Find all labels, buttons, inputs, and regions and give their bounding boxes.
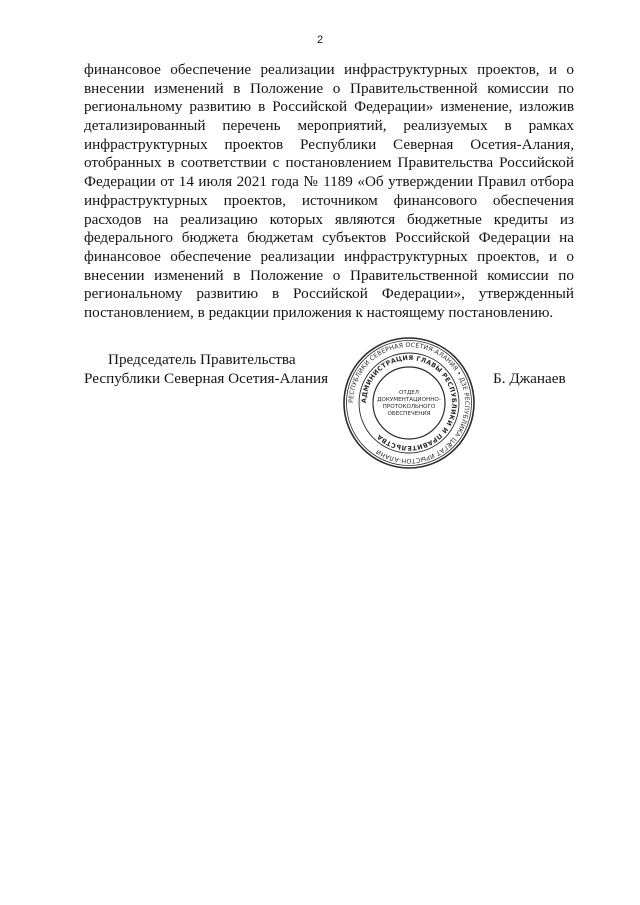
body-line: детализированный перечень мероприятий, реализуемых в рамках (84, 117, 574, 135)
body-line: внесении изменений в Положение о Правительственной комиссии по (84, 79, 574, 97)
body-line: инфраструктурных проектов Республики Северная Осетия-Алания, (84, 135, 574, 153)
signatory-title-line: Республики Северная Осетия-Алания (84, 370, 329, 387)
body-line: расходов на реализацию которых являются бюджетные кредиты из (84, 210, 574, 228)
seal-center-line: ОТДЕЛ (399, 390, 419, 396)
body-paragraph (84, 61, 574, 323)
body-line: региональному развитию в Российской Федерации», утвержденный (84, 285, 574, 303)
body-line: внесении изменений в Положение о Правительственной комиссии по (84, 266, 574, 284)
body-line: постановлением, в редакции приложения к настоящему постановлению. (84, 303, 554, 321)
official-seal-stamp (342, 336, 476, 470)
signatory-title (84, 350, 344, 388)
signatory-name: Б. Джанаев (493, 370, 566, 387)
seal-center-line: ОБЕСПЕЧЕНИЯ (387, 411, 431, 417)
body-line: финансовое обеспечение реализации инфраструктурных проектов, и о (84, 61, 574, 78)
svg-text:РЕСПУБЛИКИ СЕВЕРНАЯ ОСЕТИЯ-АЛА: РЕСПУБЛИКИ СЕВЕРНАЯ ОСЕТИЯ-АЛАНИЯ • ДЗЕ РЕСПУБЛИКА ЦÆГАТ ИРЫСТОН-АЛАНИ (347, 341, 471, 465)
svg-text:АДМИНИСТРАЦИЯ ГЛАВЫ РЕСПУБЛИКИ: АДМИНИСТРАЦИЯ ГЛАВЫ РЕСПУБЛИКИ И ПРАВИТЕЛЬСТВА (359, 353, 459, 453)
seal-center-line: ПРОТОКОЛЬНОГО (382, 404, 436, 410)
seal-center-line: ДОКУМЕНТАЦИОННО- (377, 397, 441, 403)
signatory-title-line: Председатель Правительства (108, 351, 296, 368)
page-number: 2 (316, 34, 324, 46)
body-line: федерального бюджета бюджетам субъектов Российской Федерации на (84, 229, 574, 247)
body-line: региональному развитию в Российской Федерации» изменение, изложив (84, 98, 574, 116)
body-line: инфраструктурных проектов, источником финансового обеспечения (84, 191, 574, 209)
body-line: Федерации от 14 июля 2021 года № 1189 «Об утверждении Правил отбора (84, 173, 574, 191)
body-line: отобранных в соответствии с постановлением Правительства Российской (84, 154, 574, 172)
svg-text:ОТДЕЛДОКУМЕНТАЦИОННО-ПРОТОКОЛЬ (377, 390, 441, 417)
body-line: финансовое обеспечение реализации инфраструктурных проектов, и о (84, 247, 574, 265)
